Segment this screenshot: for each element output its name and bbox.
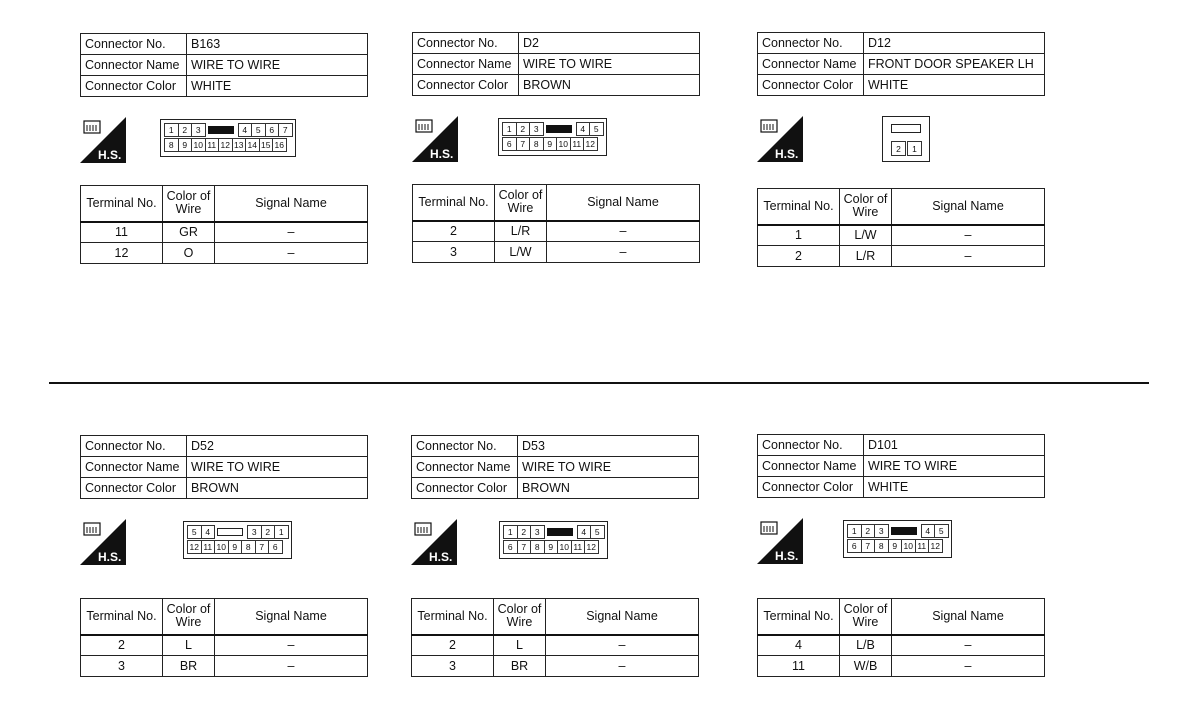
pin: 6 (265, 123, 280, 137)
pin: 10 (191, 138, 206, 152)
connector-info-table (757, 32, 1045, 96)
pin: 12 (187, 540, 202, 554)
connector-block-d52 (80, 435, 370, 675)
pin: 9 (228, 540, 243, 554)
pin: 10 (901, 539, 916, 553)
pin: 4 (576, 122, 591, 136)
header-color-of-wire: Color of Wire (495, 185, 547, 221)
pin: 8 (241, 540, 256, 554)
harness-side-icon (412, 116, 458, 162)
label-connector-no: Connector No. (758, 435, 864, 456)
pin: 16 (272, 138, 287, 152)
terminal-no-cell: 2 (412, 635, 494, 656)
header-terminal-no: Terminal No. (758, 599, 840, 635)
signal-name-cell: – (892, 225, 1045, 246)
pin: 10 (556, 137, 571, 151)
table-row (81, 656, 368, 677)
label-connector-color: Connector Color (81, 478, 187, 499)
pin: 7 (861, 539, 876, 553)
signal-name-cell: – (892, 635, 1045, 656)
pin: 9 (544, 540, 559, 554)
connector-face-diagram (160, 119, 296, 157)
pin: 12 (583, 137, 598, 151)
pin: 2 (861, 524, 876, 538)
pin: 7 (516, 137, 531, 151)
pin: 8 (530, 540, 545, 554)
wire-color-cell: GR (163, 222, 215, 243)
connector-name-value: WIRE TO WIRE (187, 457, 368, 478)
connector-name-value: WIRE TO WIRE (518, 457, 699, 478)
pin: 7 (517, 540, 532, 554)
connector-color-value: WHITE (187, 76, 368, 97)
pin: 5 (934, 524, 949, 538)
header-color-of-wire: Color of Wire (163, 599, 215, 635)
harness-side-icon (757, 518, 803, 564)
signal-name-cell: – (546, 656, 699, 677)
wire-color-cell: L/R (840, 246, 892, 267)
pin: 6 (503, 540, 518, 554)
harness-side-icon (80, 519, 126, 565)
pin: 5 (589, 122, 604, 136)
header-signal-name: Signal Name (892, 189, 1045, 225)
header-color-of-wire: Color of Wire (840, 599, 892, 635)
connector-info-table (80, 33, 368, 97)
terminal-no-cell: 3 (81, 656, 163, 677)
connector-name-value: WIRE TO WIRE (187, 55, 368, 76)
pin: 1 (503, 525, 518, 539)
label-connector-no: Connector No. (413, 33, 519, 54)
pin: 9 (543, 137, 558, 151)
lock-tab (891, 124, 921, 133)
pin: 3 (874, 524, 889, 538)
label-connector-color: Connector Color (758, 477, 864, 498)
terminal-table (412, 184, 700, 263)
label-connector-name: Connector Name (413, 54, 519, 75)
pin: 3 (247, 525, 262, 539)
connector-block-d53 (411, 435, 701, 675)
header-signal-name: Signal Name (892, 599, 1045, 635)
connector-face-diagram (499, 521, 608, 559)
pin: 1 (847, 524, 862, 538)
wire-color-cell: W/B (840, 656, 892, 677)
signal-name-cell: – (215, 222, 368, 243)
connector-info-table (412, 32, 700, 96)
signal-name-cell: – (547, 221, 700, 242)
pin: 3 (529, 122, 544, 136)
hs-label: H.S. (98, 550, 122, 564)
table-row (413, 221, 700, 242)
pin: 5 (590, 525, 605, 539)
header-signal-name: Signal Name (215, 186, 368, 222)
table-row (758, 635, 1045, 656)
pin: 2 (517, 525, 532, 539)
table-row (81, 635, 368, 656)
connector-color-value: BROWN (519, 75, 700, 96)
pin: 11 (570, 137, 585, 151)
signal-name-cell: – (547, 242, 700, 263)
connector-block-d2 (412, 32, 702, 272)
pin: 5 (251, 123, 266, 137)
connector-face-diagram (183, 521, 292, 559)
header-terminal-no: Terminal No. (81, 599, 163, 635)
connector-name-value: FRONT DOOR SPEAKER LH (864, 54, 1045, 75)
terminal-table (80, 598, 368, 677)
label-connector-color: Connector Color (81, 76, 187, 97)
wire-color-cell: L/B (840, 635, 892, 656)
connector-no-value: D12 (864, 33, 1045, 54)
label-connector-name: Connector Name (412, 457, 518, 478)
connector-info-table (411, 435, 699, 499)
label-connector-no: Connector No. (412, 436, 518, 457)
pin: 13 (232, 138, 247, 152)
connector-block-d101 (757, 434, 1047, 674)
wire-color-cell: L (163, 635, 215, 656)
connector-face-diagram (882, 116, 930, 162)
pin: 12 (218, 138, 233, 152)
hs-label: H.S. (98, 148, 122, 162)
pin: 12 (928, 539, 943, 553)
connector-color-value: BROWN (518, 478, 699, 499)
label-connector-color: Connector Color (413, 75, 519, 96)
header-signal-name: Signal Name (546, 599, 699, 635)
connector-color-value: BROWN (187, 478, 368, 499)
label-connector-name: Connector Name (81, 457, 187, 478)
header-terminal-no: Terminal No. (81, 186, 163, 222)
connector-no-value: D53 (518, 436, 699, 457)
table-row (758, 656, 1045, 677)
pin: 9 (178, 138, 193, 152)
signal-name-cell: – (215, 243, 368, 264)
label-connector-no: Connector No. (758, 33, 864, 54)
connector-block-d12 (757, 32, 1047, 272)
connector-name-value: WIRE TO WIRE (519, 54, 700, 75)
lock-tab (889, 524, 919, 538)
pin: 11 (915, 539, 930, 553)
signal-name-cell: – (892, 246, 1045, 267)
table-row (81, 243, 368, 264)
terminal-no-cell: 2 (81, 635, 163, 656)
table-row (81, 222, 368, 243)
wire-color-cell: L (494, 635, 546, 656)
pin: 10 (214, 540, 229, 554)
pin: 8 (874, 539, 889, 553)
label-connector-color: Connector Color (412, 478, 518, 499)
wire-color-cell: L/W (495, 242, 547, 263)
terminal-no-cell: 3 (413, 242, 495, 263)
pin: 10 (557, 540, 572, 554)
header-terminal-no: Terminal No. (413, 185, 495, 221)
pin: 9 (888, 539, 903, 553)
header-terminal-no: Terminal No. (412, 599, 494, 635)
signal-name-cell: – (546, 635, 699, 656)
connector-no-value: B163 (187, 34, 368, 55)
header-color-of-wire: Color of Wire (840, 189, 892, 225)
pin: 11 (205, 138, 220, 152)
terminal-table (757, 598, 1045, 677)
terminal-no-cell: 12 (81, 243, 163, 264)
pin: 1 (502, 122, 517, 136)
connector-no-value: D101 (864, 435, 1045, 456)
label-connector-no: Connector No. (81, 436, 187, 457)
pin: 15 (259, 138, 274, 152)
table-row (413, 242, 700, 263)
signal-name-cell: – (215, 635, 368, 656)
wire-color-cell: L/R (495, 221, 547, 242)
table-row (758, 225, 1045, 246)
signal-name-cell: – (215, 656, 368, 677)
connector-face-diagram (498, 118, 607, 156)
pin: 2 (261, 525, 276, 539)
lock-tab (206, 123, 236, 137)
connector-block-b163 (80, 33, 370, 273)
hs-label: H.S. (430, 147, 454, 161)
connector-color-value: WHITE (864, 477, 1045, 498)
wire-color-cell: L/W (840, 225, 892, 246)
pin: 12 (584, 540, 599, 554)
terminal-no-cell: 3 (412, 656, 494, 677)
pin: 1 (907, 141, 922, 156)
terminal-no-cell: 2 (413, 221, 495, 242)
pin: 11 (201, 540, 216, 554)
connector-name-value: WIRE TO WIRE (864, 456, 1045, 477)
pin: 4 (201, 525, 216, 539)
pin: 4 (921, 524, 936, 538)
header-color-of-wire: Color of Wire (163, 186, 215, 222)
header-signal-name: Signal Name (547, 185, 700, 221)
pin: 6 (847, 539, 862, 553)
terminal-table (80, 185, 368, 264)
pin: 3 (191, 123, 206, 137)
connector-no-value: D2 (519, 33, 700, 54)
connector-info-table (80, 435, 368, 499)
pin: 8 (529, 137, 544, 151)
label-connector-name: Connector Name (81, 55, 187, 76)
terminal-no-cell: 11 (81, 222, 163, 243)
pin: 7 (278, 123, 293, 137)
pin: 6 (268, 540, 283, 554)
label-connector-name: Connector Name (758, 54, 864, 75)
harness-side-icon (411, 519, 457, 565)
connector-info-table (757, 434, 1045, 498)
pin: 1 (164, 123, 179, 137)
header-color-of-wire: Color of Wire (494, 599, 546, 635)
terminal-no-cell: 4 (758, 635, 840, 656)
connector-face-diagram (843, 520, 952, 558)
hs-label: H.S. (429, 550, 453, 564)
hs-label: H.S. (775, 549, 799, 563)
terminal-no-cell: 2 (758, 246, 840, 267)
table-row (412, 635, 699, 656)
signal-name-cell: – (892, 656, 1045, 677)
terminal-no-cell: 11 (758, 656, 840, 677)
table-row (412, 656, 699, 677)
pin: 7 (255, 540, 270, 554)
pin: 6 (502, 137, 517, 151)
connector-color-value: WHITE (864, 75, 1045, 96)
connector-no-value: D52 (187, 436, 368, 457)
pin: 2 (891, 141, 906, 156)
pin: 14 (245, 138, 260, 152)
wire-color-cell: BR (494, 656, 546, 677)
harness-side-icon (757, 116, 803, 162)
table-row (758, 246, 1045, 267)
pin: 4 (238, 123, 253, 137)
pin: 3 (530, 525, 545, 539)
label-connector-name: Connector Name (758, 456, 864, 477)
terminal-table (411, 598, 699, 677)
lock-tab (544, 122, 574, 136)
header-signal-name: Signal Name (215, 599, 368, 635)
pin: 4 (577, 525, 592, 539)
lock-tab (215, 525, 245, 539)
lock-tab (545, 525, 575, 539)
section-divider (49, 382, 1149, 384)
pin: 8 (164, 138, 179, 152)
header-terminal-no: Terminal No. (758, 189, 840, 225)
wire-color-cell: BR (163, 656, 215, 677)
hs-label: H.S. (775, 147, 799, 161)
pin: 2 (516, 122, 531, 136)
label-connector-color: Connector Color (758, 75, 864, 96)
pin: 2 (178, 123, 193, 137)
terminal-no-cell: 1 (758, 225, 840, 246)
pin: 1 (274, 525, 289, 539)
terminal-table (757, 188, 1045, 267)
harness-side-icon (80, 117, 126, 163)
pin: 5 (187, 525, 202, 539)
pin: 11 (571, 540, 586, 554)
wire-color-cell: O (163, 243, 215, 264)
label-connector-no: Connector No. (81, 34, 187, 55)
